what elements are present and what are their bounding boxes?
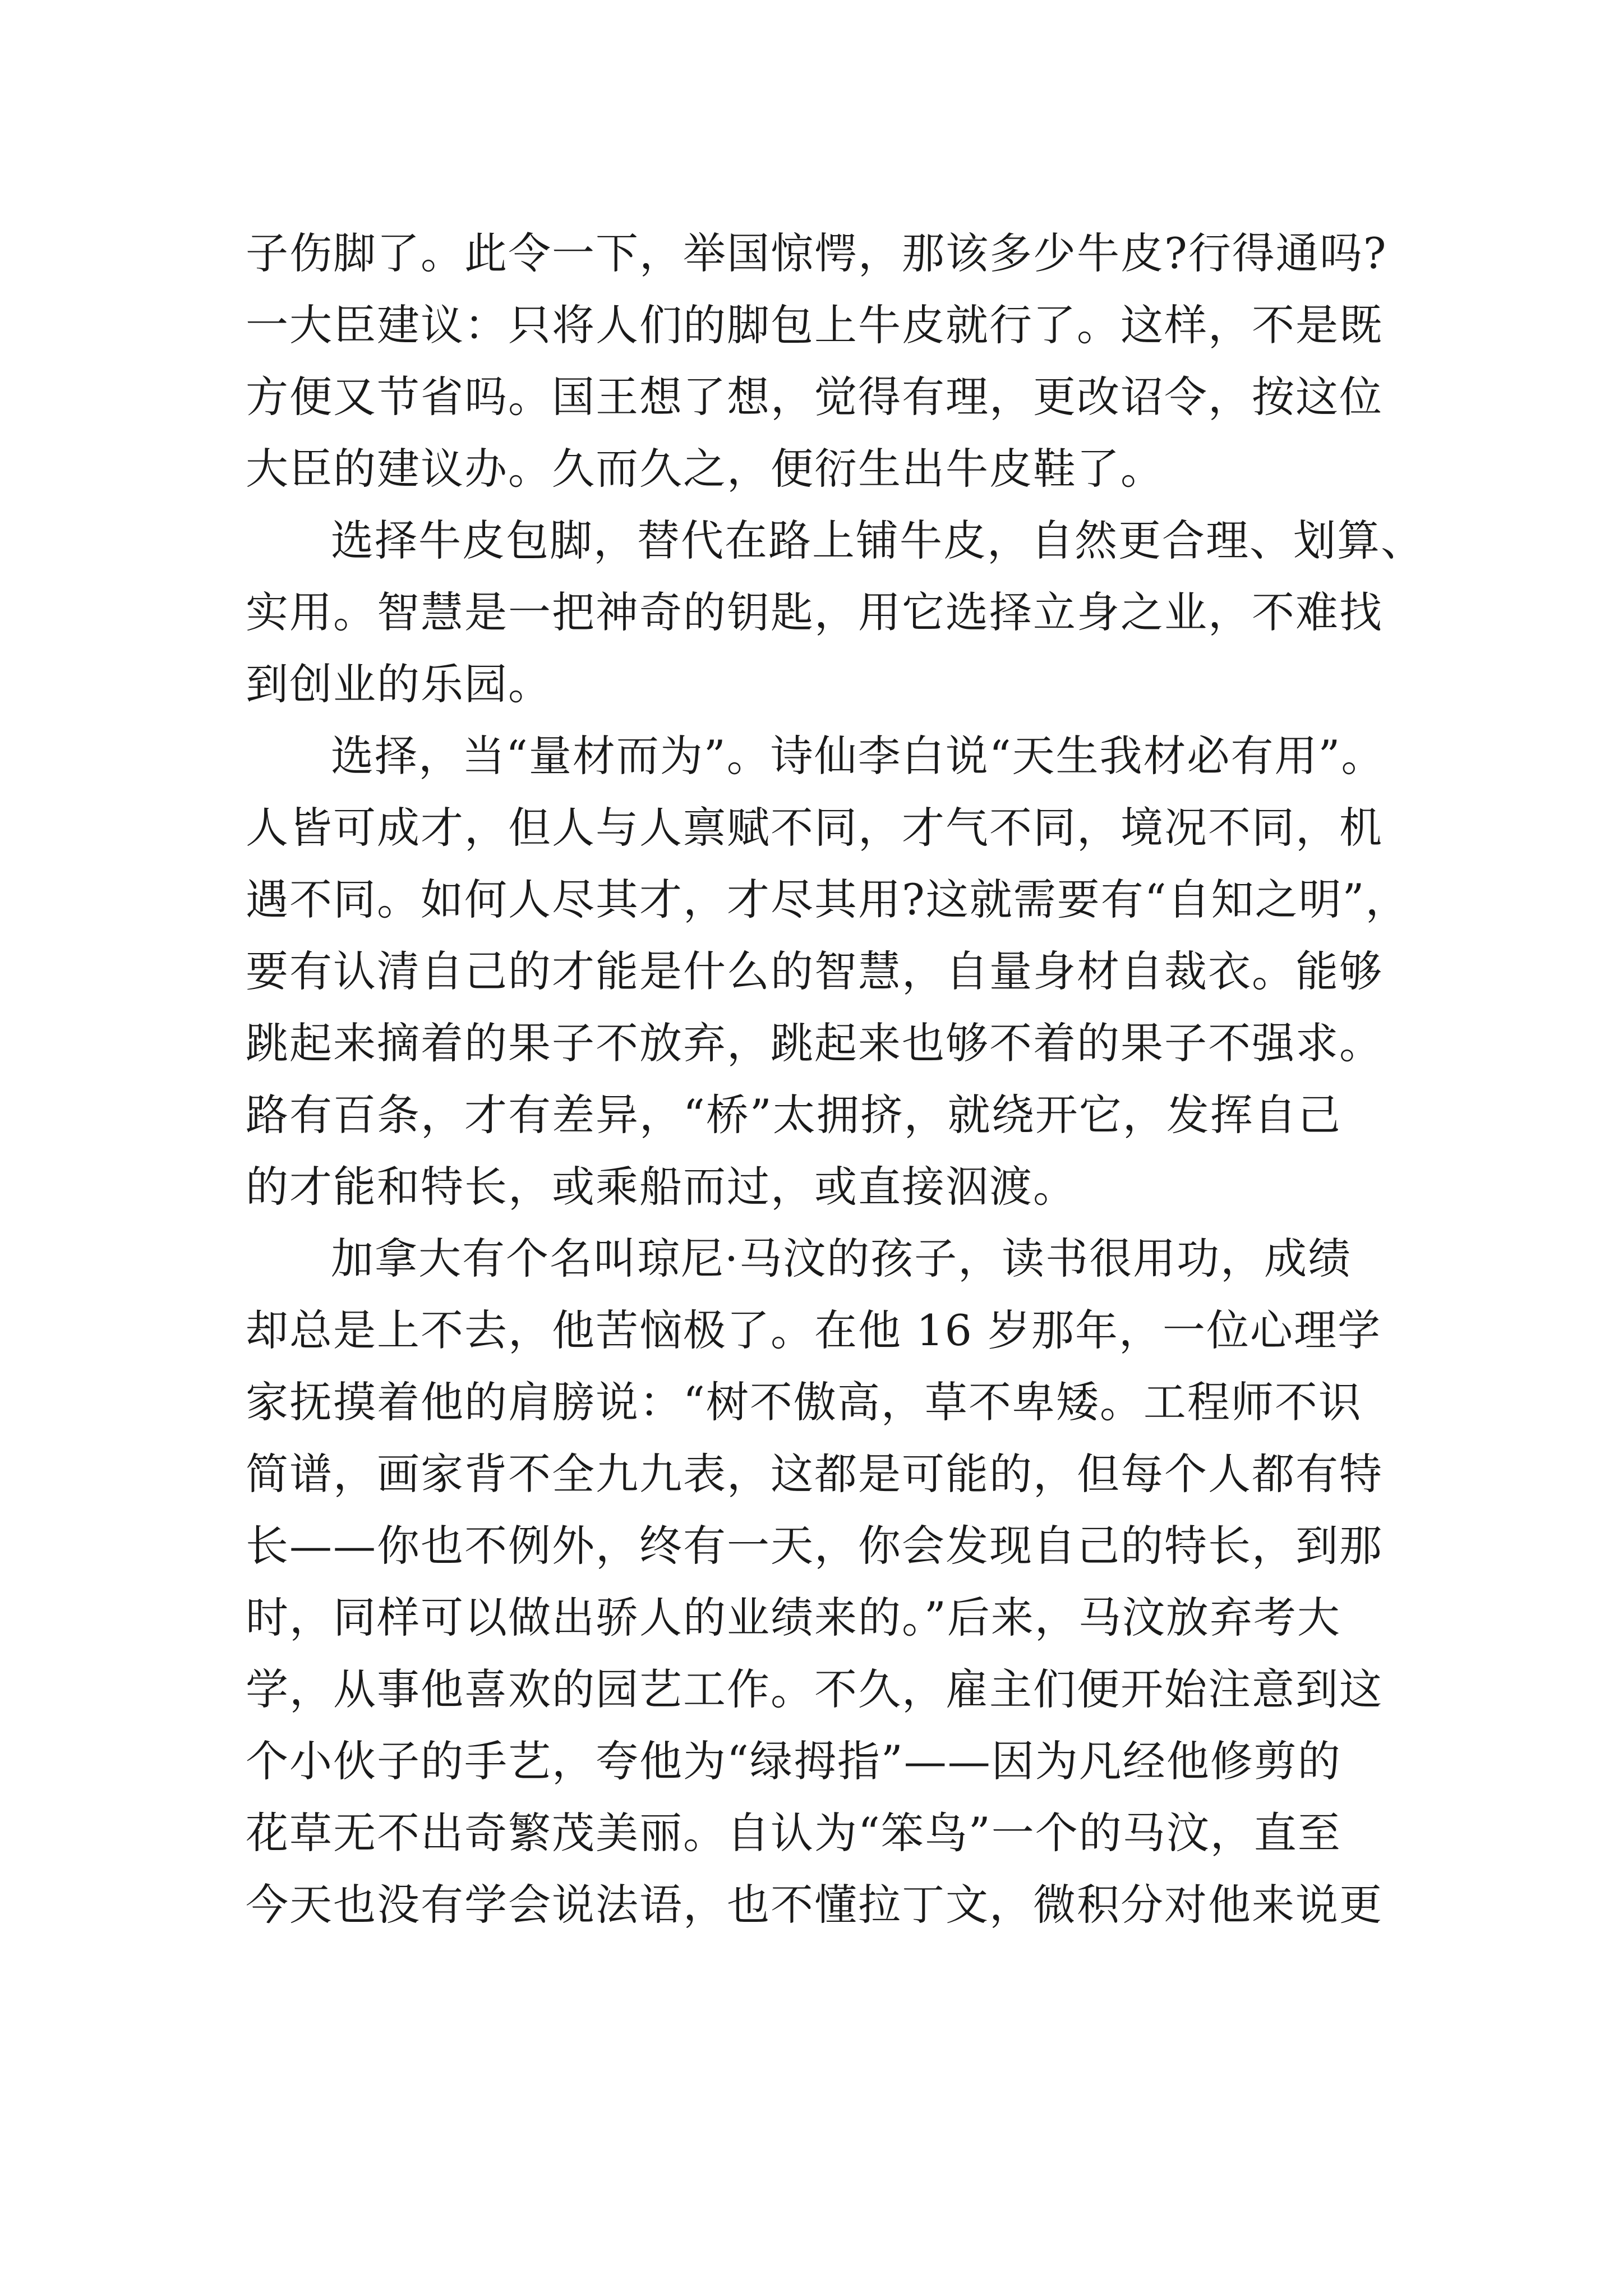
text-line: 长——你也不例外，终有一天，你会发现自己的特长，到那 (246, 1521, 1383, 1571)
text-line: 选择，当“量材而为”。诗仙李白说“天生我材必有用”。 (331, 731, 1385, 781)
text-line: 今天也没有学会说法语，也不懂拉丁文，微积分对他来说更 (246, 1880, 1383, 1930)
text-line: 个小伙子的手艺，夸他为“绿拇指”——因为凡经他修剪的 (246, 1736, 1341, 1786)
text-line: 的才能和特长，或乘船而过，或直接泅渡。 (246, 1162, 1077, 1212)
text-line: 加拿大有个名叫琼尼·马汶的孩子，读书很用功，成绩 (331, 1234, 1352, 1283)
text-line: 家抚摸着他的肩膀说：“树不傲高，草不卑矮。工程师不识 (246, 1377, 1362, 1427)
text-line: 学，从事他喜欢的园艺工作。不久，雇主们便开始注意到这 (246, 1664, 1383, 1714)
text-line: 要有认清自己的才能是什么的智慧，自量身材自裁衣。能够 (246, 946, 1383, 996)
document-body (246, 218, 1423, 1941)
text-line: 简谱，画家背不全九九表，这都是可能的，但每个人都有特 (246, 1449, 1383, 1499)
text-line: 跳起来摘着的果子不放弃，跳起来也够不着的果子不强求。 (246, 1018, 1383, 1068)
text-line: 花草无不出奇繁茂美丽。自认为“笨鸟”一个的马汶，直至 (246, 1808, 1341, 1858)
text-line: 方便又节省吗。国王想了想，觉得有理，更改诏令，按这位 (246, 372, 1383, 422)
text-line: 遇不同。如何人尽其才，才尽其用?这就需要有“自知之明”， (246, 875, 1409, 924)
text-line: 时，同样可以做出骄人的业绩来的。”后来，马汶放弃考大 (246, 1593, 1341, 1642)
paragraph (246, 218, 1423, 505)
paragraph (246, 505, 1423, 720)
text-line: 到创业的乐园。 (246, 659, 552, 709)
text-line: 一大臣建议：只将人们的脚包上牛皮就行了。这样，不是既 (246, 300, 1383, 350)
text-line: 却总是上不去，他苦恼极了。在他 16 岁那年，一位心理学 (246, 1305, 1382, 1355)
text-line: 路有百条，才有差异，“桥”太拥挤，就绕开它，发挥自己 (246, 1090, 1341, 1140)
text-line: 大臣的建议办。久而久之，便衍生出牛皮鞋了。 (246, 444, 1164, 494)
paragraph (246, 1223, 1423, 1941)
text-line: 人皆可成才，但人与人禀赋不同，才气不同，境况不同，机 (246, 803, 1383, 853)
text-line: 选择牛皮包脚，替代在路上铺牛皮，自然更合理、划算、 (331, 516, 1424, 565)
paragraph (246, 720, 1423, 1223)
text-line: 实用。智慧是一把神奇的钥匙，用它选择立身之业，不难找 (246, 587, 1383, 637)
text-line: 子伤脚了。此令一下，举国惊愕，那该多少牛皮?行得通吗? (246, 228, 1387, 278)
